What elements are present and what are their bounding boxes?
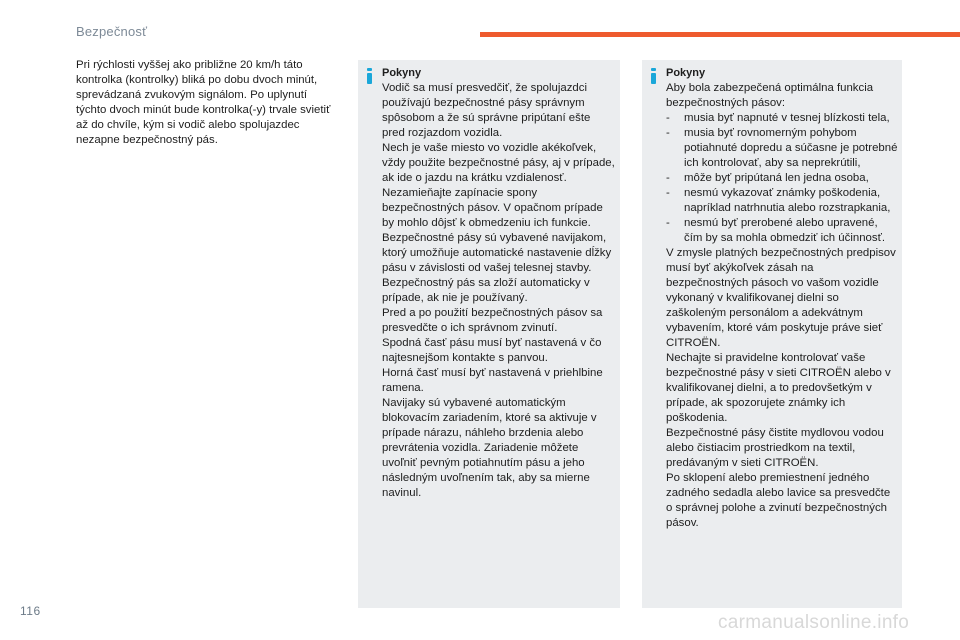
instructions-box-1 (358, 60, 620, 608)
list-item (666, 171, 898, 186)
header-accent-bar (480, 32, 960, 37)
instructions-box-2 (642, 60, 902, 608)
instructions-paragraph: Bezpečnostné pásy čistite mydlovou vodou alebo čistiacim prostriedkom na textil, predávaným v sieti CITROËN. (666, 427, 884, 469)
instructions-paragraph: Vodič sa musí presvedčiť, že spolujazdci používajú bezpečnostné pásy správnym spôsobom a že sú správne pripútaní ešte pred rozjazdom vozidla. (382, 82, 591, 139)
list-item-text: musia byť rovnomerným pohybom potiahnuté dopredu a súčasne je potrebné ich kontrolovať, aby sa neprekrútili, (684, 127, 898, 169)
instructions-title: Pokyny (382, 67, 422, 79)
list-dash: - (666, 172, 670, 184)
list-dash: - (666, 187, 670, 199)
instructions-paragraph: Spodná časť pásu musí byť nastavená v čo najtesnejšom kontakte s panvou. (382, 337, 602, 364)
instructions-paragraph: Pred a po použití bezpečnostných pásov sa presvedčte o ich správnom zvinutí. (382, 307, 603, 334)
instructions-paragraph: Horná časť musí byť nastavená v priehlbine ramena. (382, 367, 603, 394)
list-dash: - (666, 112, 670, 124)
list-item-text: nesmú vykazovať známky poškodenia, napríklad natrhnutia alebo rozstrapkania, (684, 187, 891, 214)
instructions-body-1 (382, 66, 616, 501)
instructions-body-2 (666, 66, 898, 531)
list-item-text: musia byť napnuté v tesnej blízkosti tela, (684, 112, 890, 124)
instructions-paragraph: Nezamieňajte zapínacie spony bezpečnostných pásov. V opačnom prípade by mohlo dôjsť k obmedzeniu ich funkcie. (382, 187, 603, 229)
list-dash: - (666, 127, 670, 139)
info-icon (367, 68, 372, 82)
list-item (666, 126, 898, 171)
info-icon (651, 68, 656, 82)
instructions-paragraph: Bezpečnostné pásy sú vybavené navijakom, ktorý umožňuje automatické nastavenie dĺžky pásu v závislosti od vašej telesnej stavby. Bezpečnostný pás sa zloží automaticky v prípade, ak nie je používaný. (382, 232, 612, 304)
instructions-paragraph: Nechajte si pravidelne kontrolovať vaše bezpečnostné pásy v sieti CITROËN alebo v kvalifikovanej dielni, a to predovšetkým v prípade, ak spozorujete známky ich poškodenia. (666, 352, 891, 424)
list-item-text: môže byť pripútaná len jedna osoba, (684, 172, 869, 184)
section-title: Bezpečnosť (76, 24, 148, 39)
list-item-text: nesmú byť prerobené alebo upravené, čím by sa mohla obmedziť ich účinnosť. (684, 217, 886, 244)
list-item (666, 111, 898, 126)
instructions-intro: Aby bola zabezpečená optimálna funkcia bezpečnostných pásov: (666, 82, 874, 109)
list-item (666, 216, 898, 246)
page-number: 116 (20, 604, 41, 618)
instructions-paragraph: Nech je vaše miesto vo vozidle akékoľvek, vždy použite bezpečnostné pásy, aj v prípade, ak ide o jazdu na krátku vzdialenosť. (382, 142, 615, 184)
watermark: carmanualsonline.info (718, 612, 910, 633)
body-paragraph: Pri rýchlosti vyššej ako približne 20 km/h táto kontrolka (kontrolky) bliká po dobu dvoch minút, sprevádzaná zvukovým signálom. Po uplynutí týchto dvoch minút bude kontrolka(-y) trvale svietiť až do chvíle, kým si vodič alebo spolujazdec nezapne bezpečnostný pás. (76, 59, 331, 146)
instructions-paragraph: Po sklopení alebo premiestnení jedného zadného sedadla alebo lavice sa presvedčte o správnej polohe a zvinutí bezpečnostných pásov. (666, 472, 891, 529)
instructions-paragraph: V zmysle platných bezpečnostných predpisov musí byť akýkoľvek zásah na bezpečnostných pásoch vo vašom vozidle vykonaný v kvalifikovanej dielni so zaškoleným personálom a adekvátnym vybavením, ktoré vám poskytuje práve sieť CITROËN. (666, 247, 896, 349)
instructions-paragraph: Navijaky sú vybavené automatickým blokovacím zariadením, ktoré sa aktivuje v prípade nárazu, náhleho brzdenia alebo prevrátenia vozidla. Zariadenie môžete uvoľniť pevným potiahnutím pásu a jeho následným uvoľnením tak, aby sa mierne navinul. (382, 397, 597, 499)
instructions-title: Pokyny (666, 67, 706, 79)
list-item (666, 186, 898, 216)
list-dash: - (666, 217, 670, 229)
